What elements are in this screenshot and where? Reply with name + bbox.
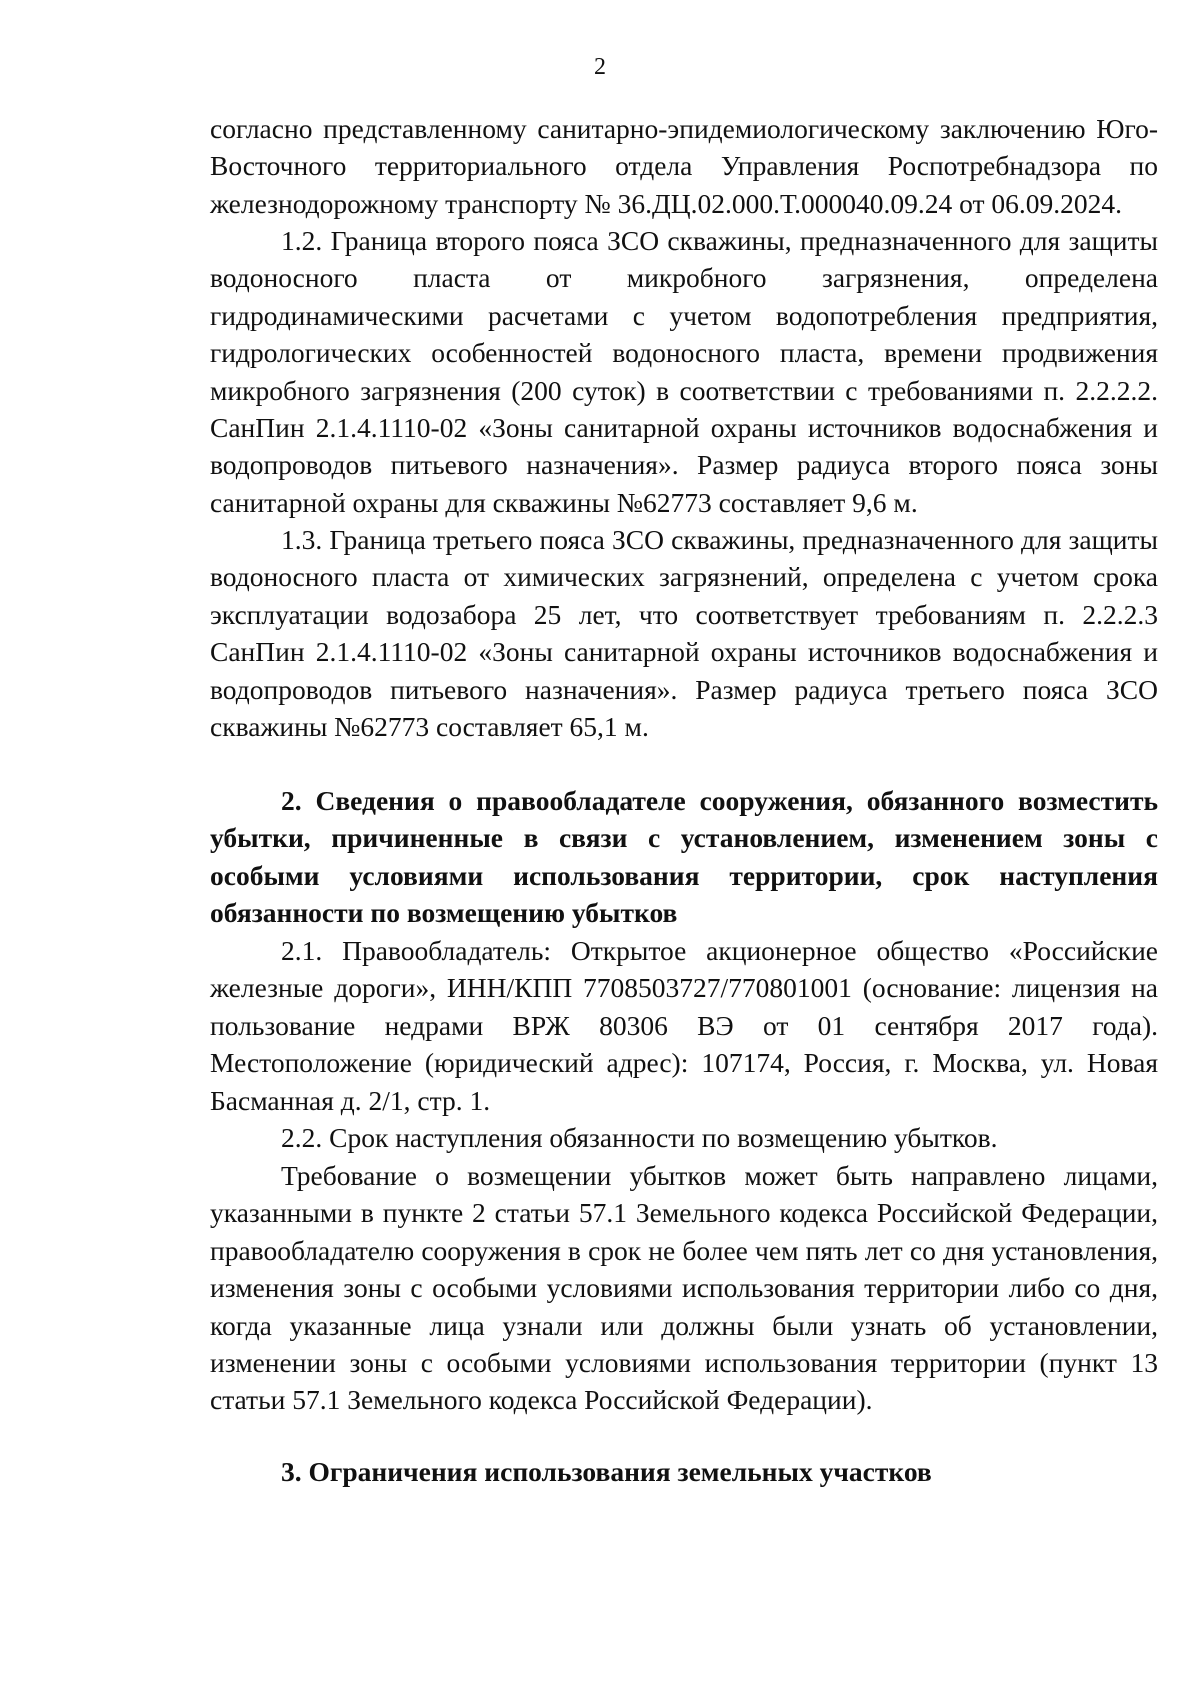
section-3-heading <box>210 1453 1158 1490</box>
section-3-heading-text: 3. Ограничения использования земельных участков <box>281 1456 932 1487</box>
paragraph-intro-text: согласно представленному санитарно-эпидемиологическому заключению Юго-Восточного территориального отдела Управления Роспотребнадзора по железнодорожному транспорту № 36.ДЦ.02.000.Т.000040.09.24 от 06.09.2024. <box>210 113 1158 219</box>
paragraph-2-2 <box>210 1119 1158 1156</box>
paragraph-1-3-text: 1.3. Граница третьего пояса ЗСО скважины, предназначенного для защиты водоносного пласта от химических загрязнений, определена с учетом срока эксплуатации водозабора 25 лет, что соответствует требованиям п. 2.2.2.3 СанПин 2.1.4.1110-02 «Зоны санитарной охраны источников водоснабжения и водопроводов питьевого назначения». Размер радиуса третьего пояса ЗСО скважины №62773 составляет 65,1 м. <box>210 524 1158 743</box>
paragraph-intro <box>210 110 1158 222</box>
paragraph-2-1 <box>210 932 1158 1119</box>
section-2-heading-text: 2. Сведения о правообладателе сооружения, обязанного возместить убытки, причиненные в связи с установлением, изменением зоны с особыми условиями использования территории, срок наступления обязанности по возмещению убытков <box>210 785 1158 929</box>
paragraph-claim-text: Требование о возмещении убытков может быть направлено лицами, указанными в пункте 2 статьи 57.1 Земельного кодекса Российской Федерации, правообладателю сооружения в срок не более чем пять лет со дня установления, изменения зоны с особыми условиями использования территории либо со дня, когда указанные лица узнали или должны были узнать об установлении, изменении зоны с особыми условиями использования территории (пункт 13 статьи 57.1 Земельного кодекса Российской Федерации). <box>210 1160 1158 1416</box>
paragraph-1-2 <box>210 222 1158 521</box>
paragraph-2-1-text: 2.1. Правообладатель: Открытое акционерное общество «Российские железные дороги», ИНН/КПП 7708503727/770801001 (основание: лицензия на пользование недрами ВРЖ 80306 ВЭ от 01 сентября 2017 года). Местоположение (юридический адрес): 107174, Россия, г. Москва, ул. Новая Басманная д. 2/1, стр. 1. <box>210 935 1158 1116</box>
paragraph-claim <box>210 1157 1158 1419</box>
paragraph-1-2-text: 1.2. Граница второго пояса ЗСО скважины, предназначенного для защиты водоносного пласта от микробного загрязнения, определена гидродинамическими расчетами с учетом водопотребления предприятия, гидрологических особенностей водоносного пласта, времени продвижения микробного загрязнения (200 суток) в соответствии с требованиями п. 2.2.2.2. СанПин 2.1.4.1110-02 «Зоны санитарной охраны источников водоснабжения и водопроводов питьевого назначения». Размер радиуса второго пояса зоны санитарной охраны для скважины №62773 составляет 9,6 м. <box>210 225 1158 518</box>
paragraph-1-3 <box>210 521 1158 745</box>
section-2-heading <box>210 782 1158 932</box>
page-number: 2 <box>594 54 606 80</box>
paragraph-2-2-text: 2.2. Срок наступления обязанности по возмещению убытков. <box>281 1122 998 1153</box>
